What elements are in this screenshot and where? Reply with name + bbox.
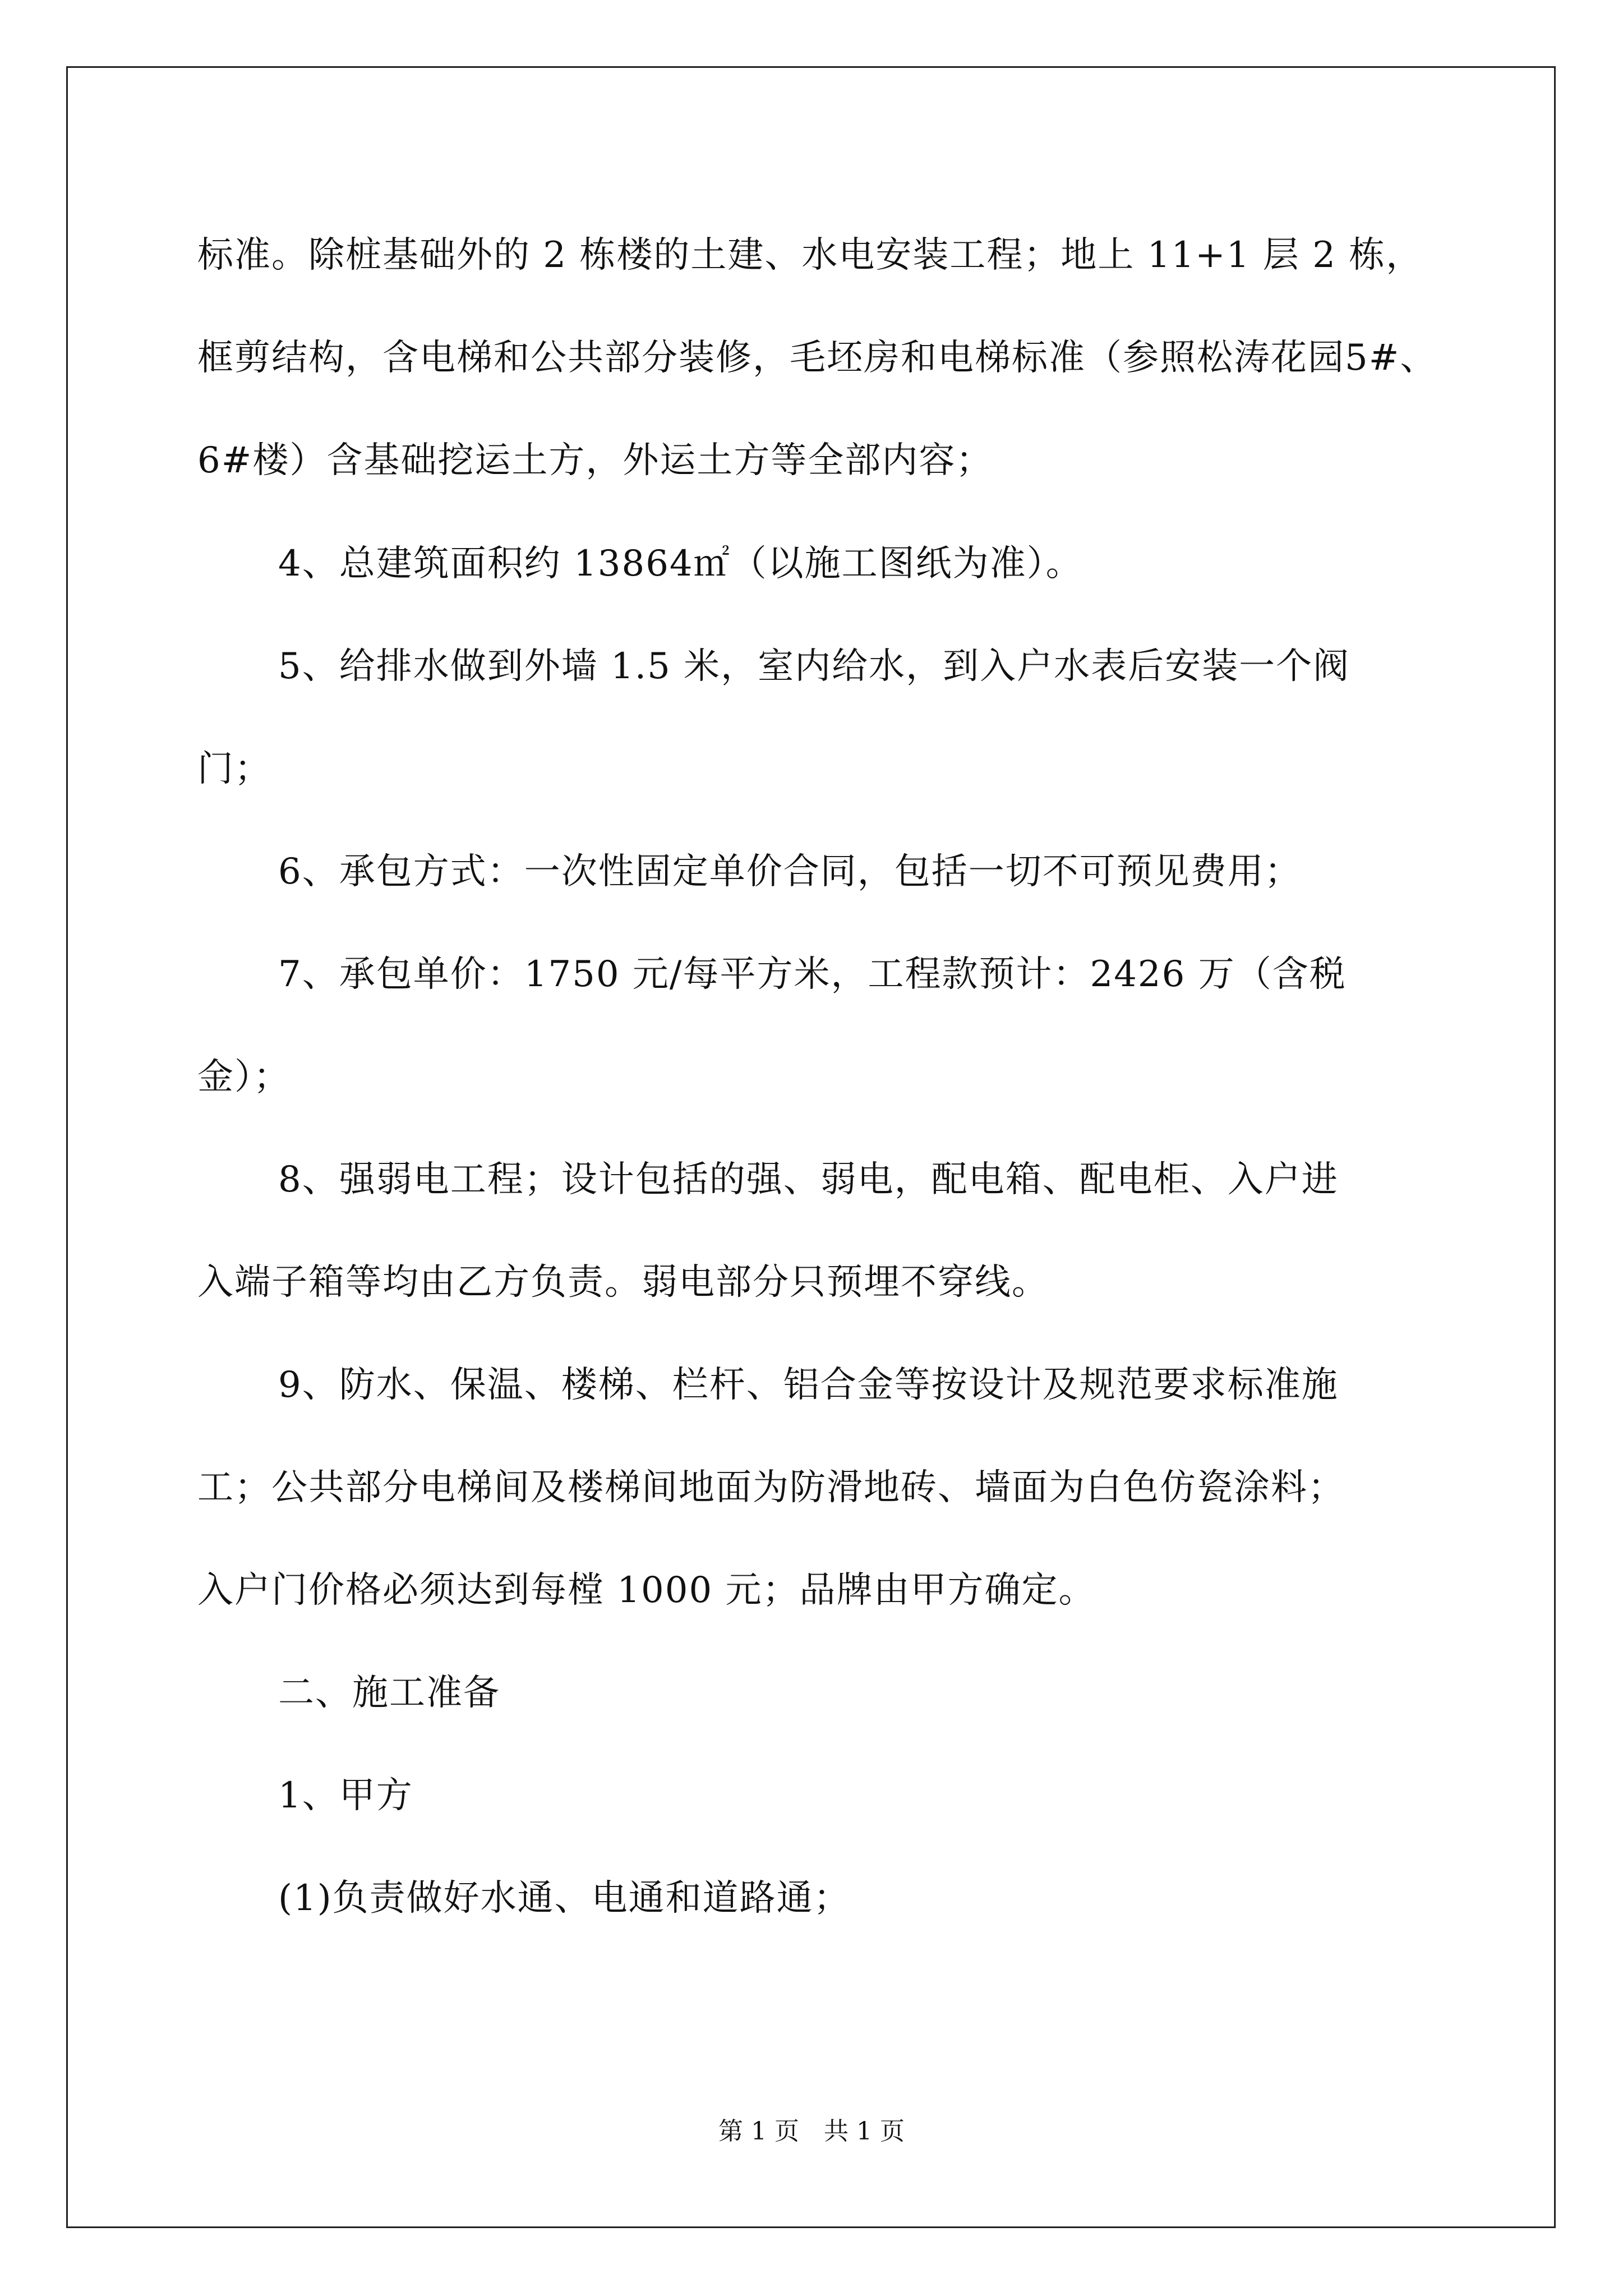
subsection-heading: 1、甲方 <box>278 1775 413 1816</box>
text-line: 5、给排水做到外墙 1.5 米，室内给水，到入户水表后安装一个阀 <box>278 646 1350 687</box>
text-line: 入端子箱等均由乙方负责。弱电部分只预埋不穿线。 <box>197 1262 1049 1303</box>
text-line: 门； <box>197 748 271 790</box>
text-line: 工；公共部分电梯间及楼梯间地面为防滑地砖、墙面为白色仿瓷涂料； <box>197 1467 1345 1508</box>
section-heading: 二、施工准备 <box>278 1672 500 1714</box>
text-line: 金）； <box>197 1056 291 1098</box>
text-line: 4、总建筑面积约 13864㎡（以施工图纸为准）。 <box>278 543 1083 585</box>
text-line: 框剪结构，含电梯和公共部分装修，毛坯房和电梯标准（参照松涛花园5#、 <box>197 337 1437 379</box>
text-line: (1)负责做好水通、电通和道路通； <box>278 1878 851 1919</box>
page-total: 共 1 页 <box>824 2117 905 2146</box>
text-line: 标准。除桩基础外的 2 栋楼的土建、水电安装工程；地上 11+1 层 2 栋， <box>197 234 1423 276</box>
text-line: 6、承包方式：一次性固定单价合同，包括一切不可预见费用； <box>278 851 1302 892</box>
text-line: 8、强弱电工程；设计包括的强、弱电，配电箱、配电柜、入户进 <box>278 1159 1339 1200</box>
page-footer <box>0 2115 1623 2148</box>
text-line: 6#楼）含基础挖运土方，外运土方等全部内容； <box>197 440 993 481</box>
text-line: 9、防水、保温、楼梯、栏杆、铝合金等按设计及规范要求标准施 <box>278 1364 1339 1406</box>
text-line: 入户门价格必须达到每樘 1000 元；品牌由甲方确定。 <box>197 1570 1096 1611</box>
page-number: 第 1 页 <box>718 2117 799 2146</box>
text-line: 7、承包单价：1750 元/每平方米，工程款预计：2426 万（含税 <box>278 954 1347 995</box>
